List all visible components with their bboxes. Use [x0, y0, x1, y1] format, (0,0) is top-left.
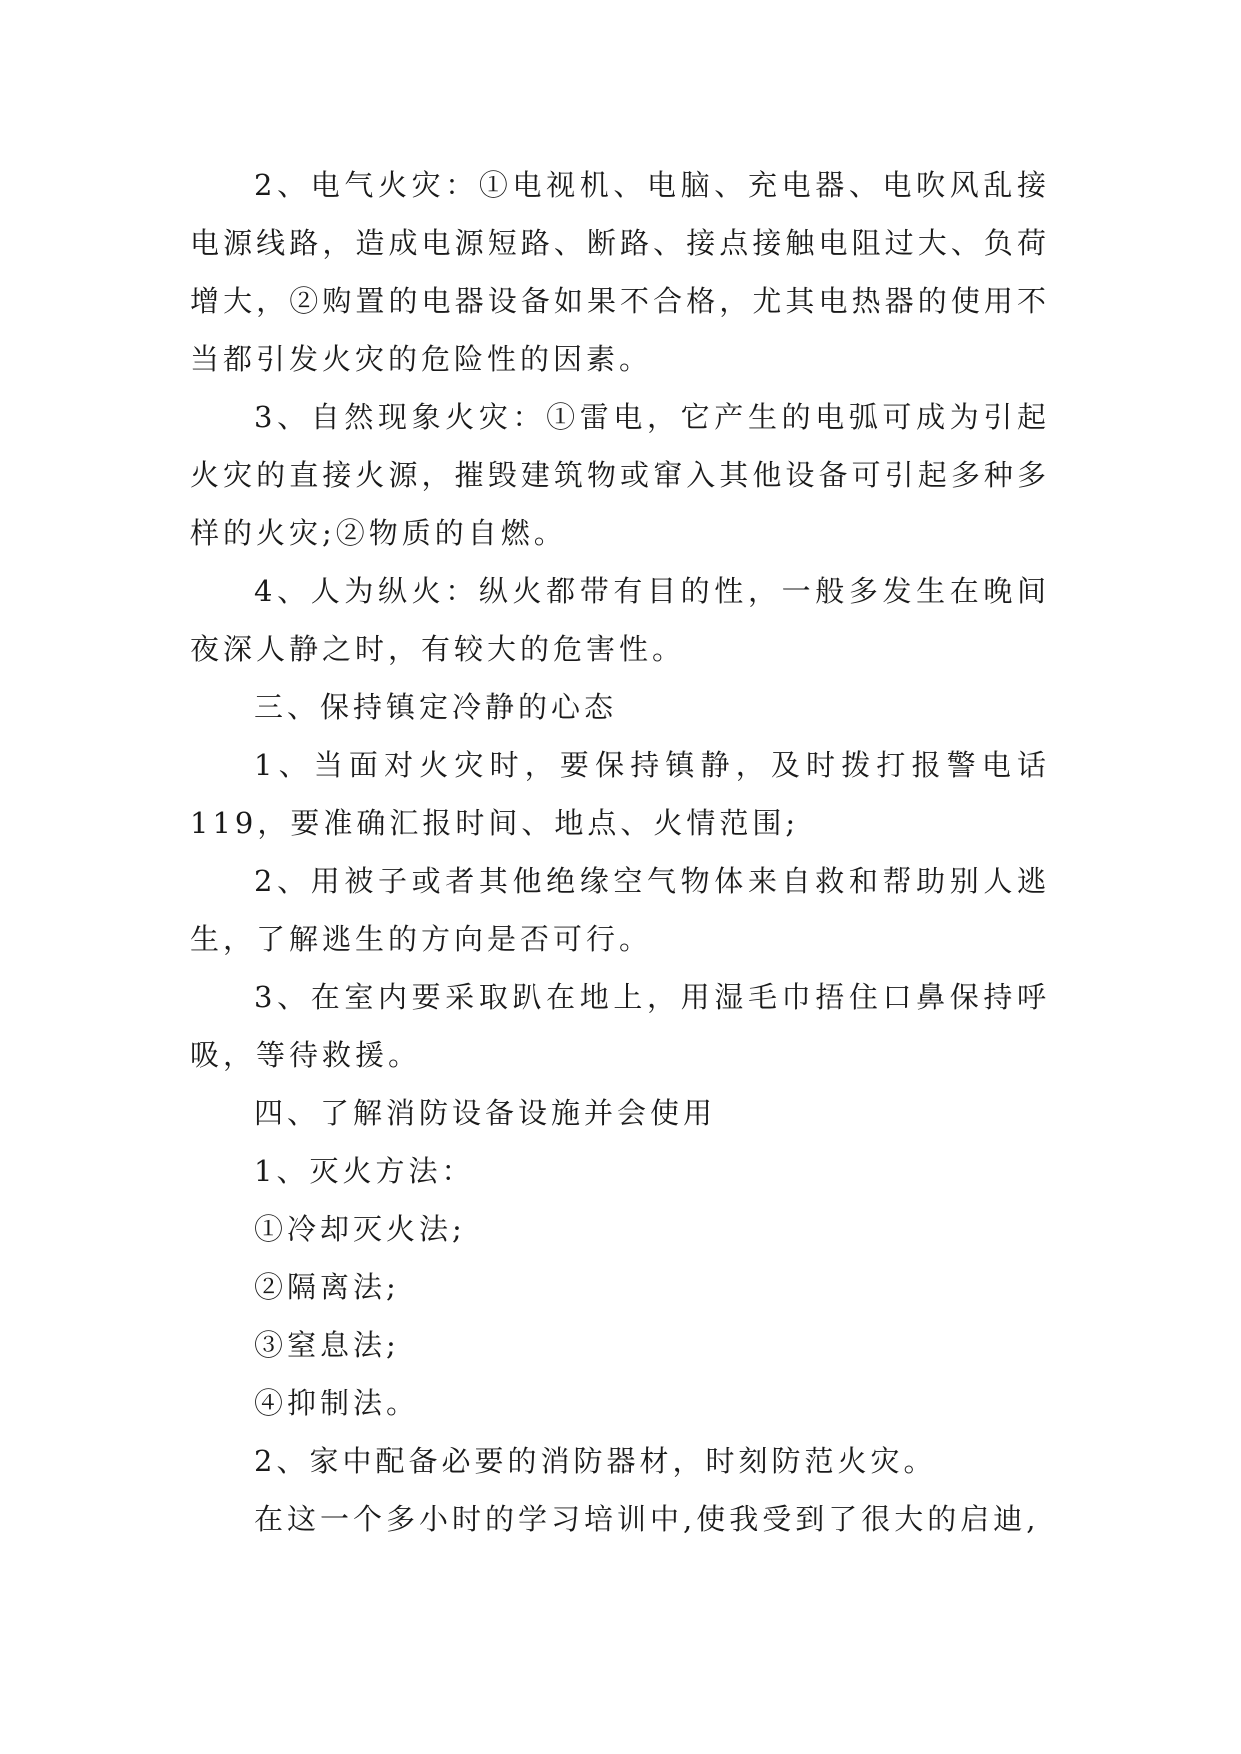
paragraph-natural-fire: 3、自然现象火灾：①雷电，它产生的电弧可成为引起火灾的直接火源，摧毁建筑物或窜入其他设备可引起多种多样的火灾;②物质的自燃。 [190, 400, 1050, 550]
list-item-suffocation: ③窒息法; [254, 1328, 400, 1362]
list-item-inhibition: ④抑制法。 [254, 1386, 420, 1420]
paragraph-escape: 2、用被子或者其他绝缘空气物体来自救和帮助别人逃生，了解逃生的方向是否可行。 [190, 864, 1050, 956]
paragraph-conclusion: 在这一个多小时的学习培训中,使我受到了很大的启迪, [254, 1502, 1040, 1536]
paragraph-extinguishing-methods: 1、灭火方法： [254, 1154, 475, 1188]
document-body [190, 156, 1050, 1548]
paragraph-home-equipment: 2、家中配备必要的消防器材，时刻防范火灾。 [254, 1444, 937, 1478]
list-item-cooling: ①冷却灭火法; [254, 1212, 466, 1246]
paragraph-call-119: 1、当面对火灾时，要保持镇静，及时拨打报警电话119，要准确汇报时间、地点、火情范围; [190, 748, 1050, 840]
section-heading-stay-calm: 三、保持镇定冷静的心态 [254, 690, 618, 724]
paragraph-indoor-safety: 3、在室内要采取趴在地上，用湿毛巾捂住口鼻保持呼吸，等待救援。 [190, 980, 1050, 1072]
paragraph-arson: 4、人为纵火：纵火都带有目的性，一般多发生在晚间夜深人静之时，有较大的危害性。 [190, 574, 1050, 666]
paragraph-electrical-fire: 2、电气火灾：①电视机、电脑、充电器、电吹风乱接电源线路，造成电源短路、断路、接点接触电阻过大、负荷增大，②购置的电器设备如果不合格，尤其电热器的使用不当都引发火灾的危险性的因素。 [190, 168, 1050, 376]
list-item-isolation: ②隔离法; [254, 1270, 400, 1304]
section-heading-fire-equipment: 四、了解消防设备设施并会使用 [254, 1096, 717, 1130]
